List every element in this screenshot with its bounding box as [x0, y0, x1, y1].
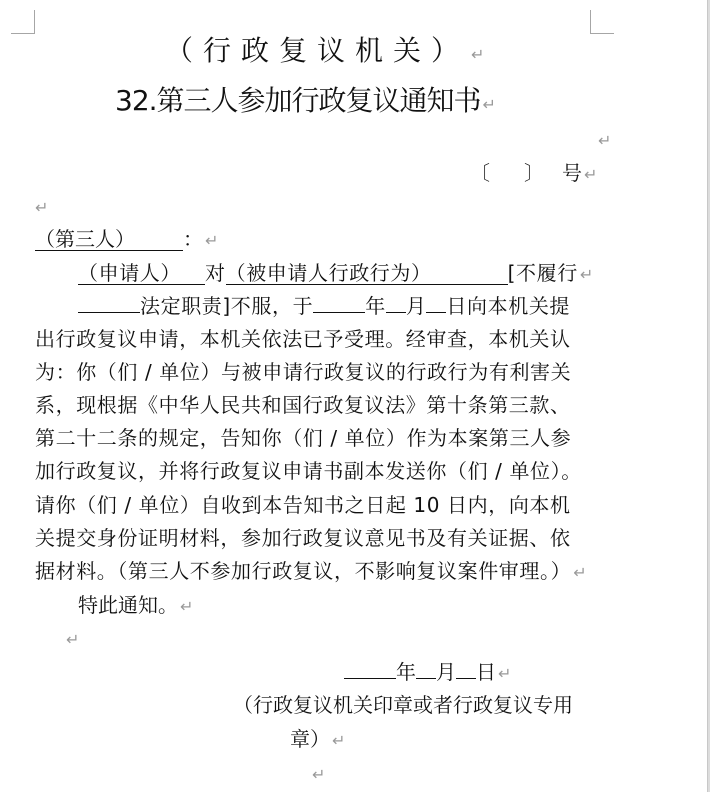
sign-day-field[interactable]	[456, 678, 476, 679]
body-line-2	[78, 293, 638, 319]
body-text: 日向本机关提	[446, 294, 571, 318]
paragraph-mark-icon: ↵	[35, 198, 49, 217]
body-line-6: 第二十二条的规定，告知你（们 / 单位）作为本案第三人参	[35, 426, 572, 450]
duty-blank-field[interactable]	[78, 312, 140, 313]
month-label: 月	[436, 660, 456, 684]
document-title-agency	[165, 34, 495, 68]
body-line-7: 加行政复议，并将行政复议申请书副本发送你（们 / 单位）。	[35, 459, 582, 483]
number-suffix: 号	[562, 161, 582, 185]
body-line-8: 请你（们 / 单位）自收到本告知书之日起 10 日内，向本机	[35, 493, 571, 517]
respondent-action-field[interactable]: （被申请人行政行为）	[226, 262, 508, 285]
number-open-bracket: 〔	[470, 161, 490, 185]
paragraph-mark-icon: ↵	[598, 131, 612, 150]
month-blank-field[interactable]	[386, 312, 406, 313]
paragraph-mark-icon: ↵	[579, 265, 594, 284]
paragraph-mark-icon: ↵	[312, 765, 326, 784]
paragraph-mark-icon: ↵	[482, 95, 495, 114]
seal-note-line-1: （行政复议机关印章或者行政复议专用	[233, 693, 573, 717]
closing-text: 特此通知。	[78, 593, 178, 617]
body-line-10	[35, 558, 595, 586]
paragraph-mark-icon: ↵	[498, 664, 512, 683]
closing-line	[78, 592, 193, 620]
title-agency-text: （行政复议机关）	[165, 34, 470, 67]
addressee-field[interactable]: （第三人）	[35, 228, 183, 251]
sign-month-field[interactable]	[416, 678, 436, 679]
day-label: 日	[476, 660, 496, 684]
paragraph-mark-icon: ↵	[66, 630, 80, 649]
empty-paragraph	[310, 760, 325, 788]
body-line-5: 系，现根据《中华人民共和国行政复议法》第十条第三款、	[35, 393, 571, 417]
margin-corner-mark-top-right	[590, 10, 614, 34]
body-line-4: 为：你（们 / 单位）与被申请行政复议的行政行为有利害关	[35, 360, 572, 384]
margin-corner-mark-top-left	[11, 10, 35, 34]
empty-paragraph	[33, 193, 48, 221]
empty-paragraph	[596, 126, 611, 154]
paragraph-mark-icon: ↵	[584, 165, 598, 184]
dui-text: 对	[205, 261, 226, 285]
year-blank-field[interactable]	[313, 312, 365, 313]
document-number	[470, 160, 597, 188]
applicant-field[interactable]: （申请人）	[78, 262, 205, 285]
title-text: 32.第三人参加行政复议通知书	[115, 84, 481, 117]
paragraph-mark-icon: ↵	[573, 563, 588, 582]
year-label: 年	[396, 660, 416, 684]
paragraph-mark-icon: ↵	[180, 597, 194, 616]
paragraph-mark-icon: ↵	[332, 731, 346, 750]
seal-note-line-2	[290, 726, 345, 754]
body-line-3: 出行政复议申请，本机关依法已予受理。经审查，本机关认	[35, 327, 571, 351]
body-line-1	[78, 260, 638, 288]
addressee-colon: ：	[183, 227, 203, 251]
empty-paragraph	[64, 625, 79, 653]
body-text: 法定职责]不服，于	[140, 294, 314, 318]
document-title	[115, 84, 495, 118]
seal-note-text: 章）	[290, 727, 330, 751]
sign-year-field[interactable]	[344, 678, 396, 679]
body-text: [不履行	[507, 261, 578, 285]
signature-date	[344, 659, 511, 687]
number-close-bracket: 〕	[524, 161, 544, 185]
body-text: 据材料。（第三人不参加行政复议，不影响复议案件审理。）	[35, 559, 572, 583]
paragraph-mark-icon: ↵	[205, 231, 219, 250]
addressee-line	[35, 226, 218, 254]
month-label: 月	[405, 294, 427, 318]
paragraph-mark-icon: ↵	[471, 45, 495, 64]
body-line-9: 关提交身份证明材料，参加行政复议意见书及有关证据、依	[35, 526, 571, 550]
year-label: 年	[365, 294, 386, 318]
day-blank-field[interactable]	[426, 312, 446, 313]
